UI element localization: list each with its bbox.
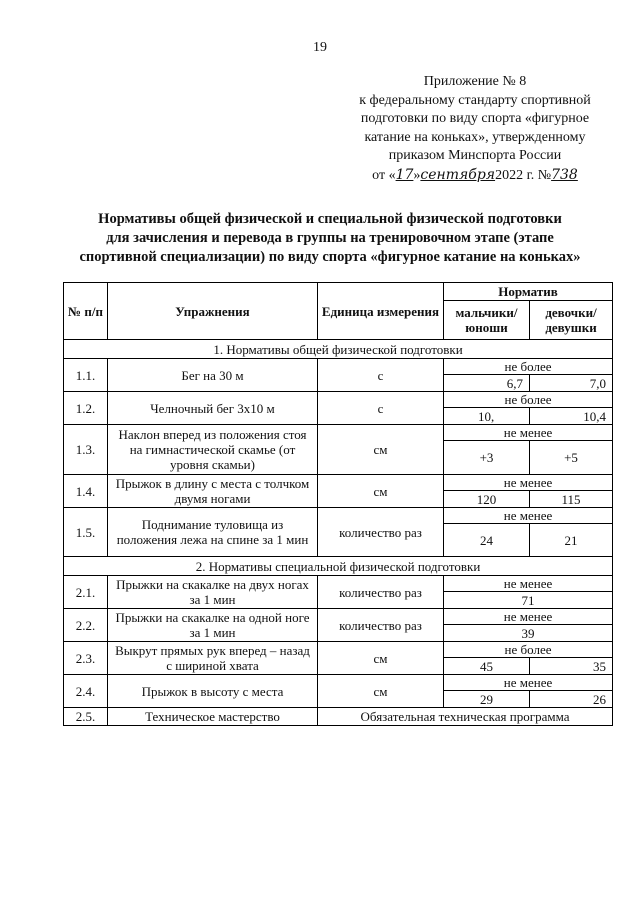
section-1-title: 1. Нормативы общей физической подготовки	[64, 340, 613, 359]
appendix-line-4: катание на коньках», утвержденному	[364, 129, 586, 145]
row-exercise: Челночный бег 3х10 м	[108, 392, 318, 425]
row-unit: количество раз	[318, 508, 444, 557]
row-num: 1.4.	[64, 475, 108, 508]
row-condition: не менее	[444, 475, 613, 491]
row-condition: не менее	[444, 576, 613, 592]
row-exercise: Прыжки на скакалке на одной ноге за 1 мин	[108, 609, 318, 642]
row-condition: не более	[444, 642, 613, 658]
row-unit: см	[318, 642, 444, 675]
row-exercise: Бег на 30 м	[108, 359, 318, 392]
row-value-boys: 24	[444, 524, 530, 557]
row-value-girls: 10,4	[530, 408, 613, 425]
row-unit: см	[318, 675, 444, 708]
row-value-boys: 29	[444, 691, 530, 708]
date-year: 2022 г. №	[495, 167, 552, 183]
row-value-boys: 6,7	[444, 375, 530, 392]
header-girls: девочки/ девушки	[530, 301, 613, 340]
row-unit: количество раз	[318, 609, 444, 642]
row-exercise: Поднимание туловища из положения лежа на спине за 1 мин	[108, 508, 318, 557]
title-line-3: спортивной специализации) по виду спорта «фигурное катание на коньках»	[79, 249, 581, 265]
row-value-common: 39	[444, 625, 613, 642]
row-num: 1.5.	[64, 508, 108, 557]
row-num: 1.3.	[64, 425, 108, 475]
row-value-girls: 21	[530, 524, 613, 557]
date-month: сентября	[420, 166, 496, 183]
row-exercise: Выкрут прямых рук вперед – назад с шириной хвата	[108, 642, 318, 675]
row-exercise: Прыжок в длину с места с толчком двумя ногами	[108, 475, 318, 508]
row-value-girls: +5	[530, 441, 613, 475]
header-exercise: Упражнения	[108, 283, 318, 340]
page-number: 19	[313, 40, 327, 55]
title-line-1: Нормативы общей физической и специальной физической подготовки	[98, 211, 562, 227]
date-mid: »	[413, 167, 421, 183]
appendix-line-5: приказом Минспорта России	[388, 148, 562, 163]
row-num: 2.3.	[64, 642, 108, 675]
row-num: 2.5.	[64, 708, 108, 726]
row-value-girls: 26	[530, 691, 613, 708]
norms-table	[63, 282, 613, 726]
row-exercise: Прыжок в высоту с места	[108, 675, 318, 708]
appendix-line-3: подготовки по виду спорта «фигурное	[360, 111, 590, 126]
row-exercise: Прыжки на скакалке на двух ногах за 1 мин	[108, 576, 318, 609]
row-value-girls: 7,0	[530, 375, 613, 392]
row-condition: не менее	[444, 675, 613, 691]
date-day: 17	[395, 166, 414, 183]
row-value-girls: 35	[530, 658, 613, 675]
appendix-header	[340, 73, 610, 185]
document-title	[60, 210, 600, 267]
row-value-boys: 120	[444, 491, 530, 508]
date-prefix: от «	[372, 167, 396, 183]
row-condition: не более	[444, 392, 613, 408]
header-num: № п/п	[64, 283, 108, 340]
row-exercise: Техническое мастерство	[108, 708, 318, 726]
row-unit: с	[318, 359, 444, 392]
row-num: 2.1.	[64, 576, 108, 609]
row-value-boys: 45	[444, 658, 530, 675]
row-condition: не менее	[444, 609, 613, 625]
row-unit: количество раз	[318, 576, 444, 609]
title-line-2: для зачисления и перевода в группы на тренировочном этапе (этапе	[106, 230, 554, 246]
row-num: 1.2.	[64, 392, 108, 425]
appendix-line-1: Приложение № 8	[423, 74, 527, 89]
appendix-line-2: к федеральному стандарту спортивной	[359, 92, 591, 108]
row-value-boys: +3	[444, 441, 530, 475]
row-num: 1.1.	[64, 359, 108, 392]
section-2-title: 2. Нормативы специальной физической подготовки	[64, 557, 613, 576]
row-exercise: Наклон вперед из положения стоя на гимнастической скамье (от уровня скамьи)	[108, 425, 318, 475]
header-norm: Норматив	[444, 283, 613, 301]
row-norm-program: Обязательная техническая программа	[318, 708, 613, 726]
row-unit: с	[318, 392, 444, 425]
row-condition: не более	[444, 359, 613, 375]
appendix-date-line	[340, 166, 610, 186]
header-unit: Единица измерения	[318, 283, 444, 340]
row-value-boys: 10,	[444, 408, 530, 425]
row-condition: не менее	[444, 425, 613, 441]
order-number: 738	[551, 166, 578, 183]
row-value-common: 71	[444, 592, 613, 609]
row-unit: см	[318, 425, 444, 475]
header-boys: мальчики/ юноши	[444, 301, 530, 340]
row-value-girls: 115	[530, 491, 613, 508]
row-condition: не менее	[444, 508, 613, 524]
row-num: 2.4.	[64, 675, 108, 708]
row-unit: см	[318, 475, 444, 508]
row-num: 2.2.	[64, 609, 108, 642]
